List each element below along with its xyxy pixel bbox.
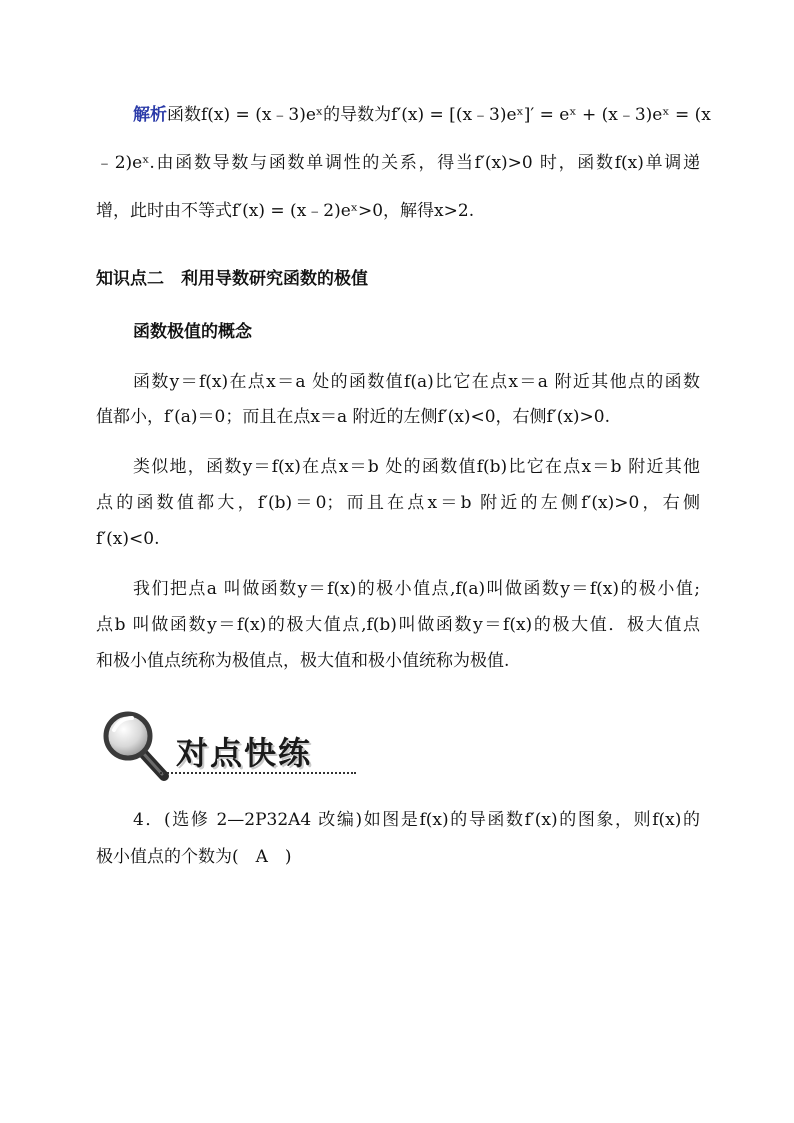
paragraph-3-line-2: 点b 叫做函数y＝f(x)的极大值点,f(b)叫做函数y＝f(x)的极大值．极大值点 [96,615,700,635]
paragraph-1-line-2: 值都小，f′(a)＝0；而且在点x＝a 附近的左侧f′(x)<0，右侧f′(x)>0. [96,407,611,427]
paragraph-3-line-3: 和极小值点统称为极值点，极大值和极小值统称为极值. [96,651,510,671]
paragraph-2-line-2: 点的函数值都大，f′(b)＝0；而且在点x＝b 附近的左侧f′(x)>0，右侧 [96,493,700,513]
solution-label: 解析 [133,105,167,125]
solution-line-3: 增，此时由不等式f′(x) = (x﹣2)eˣ>0，解得x>2. [96,201,475,221]
practice-title: 对点快练 [176,734,313,772]
solution-text-1: 函数f(x) = (x﹣3)eˣ的导数为f′(x) = [(x﹣3)eˣ]′ = eˣ + (x﹣3)eˣ = (x [167,105,711,125]
paragraph-2-line-3: f′(x)<0. [96,529,160,549]
paragraph-3-line-1: 我们把点a 叫做函数y＝f(x)的极小值点,f(a)叫做函数y＝f(x)的极小值; [133,579,700,599]
practice-banner [100,708,360,786]
paragraph-1-line-1: 函数y＝f(x)在点x＝a 处的函数值f(a)比它在点x＝a 附近其他点的函数 [133,372,700,392]
section-subtitle: 函数极值的概念 [133,322,252,342]
solution-line-2: ﹣2)eˣ.由函数导数与函数单调性的关系，得当f′(x)>0 时，函数f(x)单调递 [96,153,700,173]
question-line-2: 极小值点的个数为( A ) [96,847,292,867]
section-title: 知识点二 利用导数研究函数的极值 [96,269,368,289]
question-line-1: 4．(选修 2—2P32A4 改编)如图是f(x)的导函数f′(x)的图象，则f(x)的 [133,810,700,830]
practice-underline [160,772,356,774]
magnifier-icon [100,708,174,786]
paragraph-2-line-1: 类似地，函数y＝f(x)在点x＝b 处的函数值f(b)比它在点x＝b 附近其他 [133,457,700,477]
solution-line-1 [133,104,711,126]
